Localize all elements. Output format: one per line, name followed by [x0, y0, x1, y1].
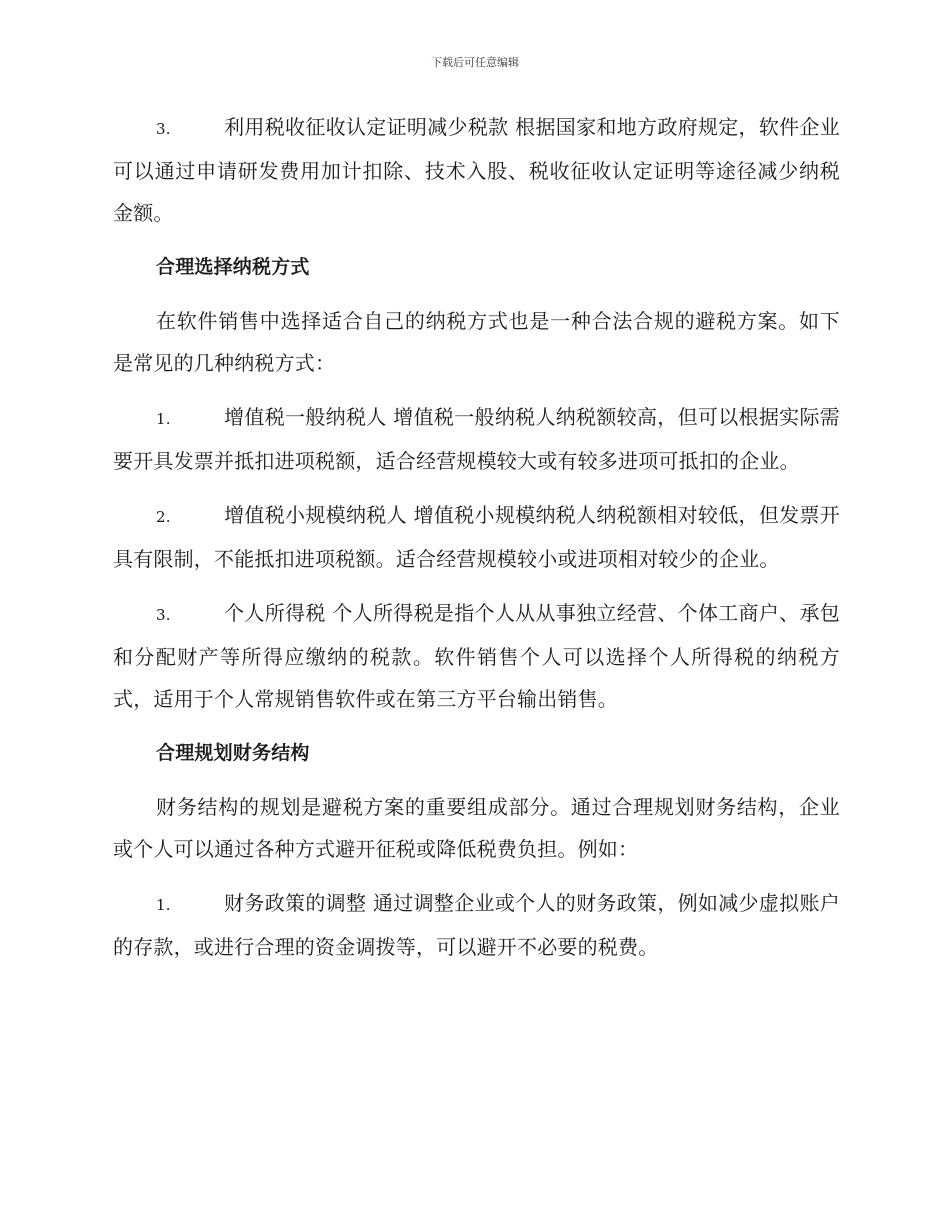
list-item-financial-policy — [113, 882, 840, 968]
list-item-title: 增值税小规模纳税人 — [224, 503, 407, 527]
list-item-small-taxpayer — [113, 494, 840, 580]
list-item-title: 增值税一般纳税人 — [224, 405, 387, 429]
list-item-text: 个人所得税是指个人从从事独立经营、个体工商户、承包和分配财产等所得应缴纳的税款。软件销售个人可以选择个人所得税的纳税方式，适用于个人常规销售软件或在第三方平台输出销售。 — [113, 601, 841, 711]
section-heading-financial-structure: 合理规划财务结构 — [156, 742, 310, 764]
list-item-text: 增值税一般纳税人纳税额较高，但可以根据实际需要开具发票并抵扣进项税额，适合经营规模较大或有较多进项可抵扣的企业。 — [113, 405, 840, 473]
list-number: 3. — [156, 120, 171, 138]
paragraph-financial-structure-intro: 财务结构的规划是避税方案的重要组成部分。通过合理规划财务结构，企业或个人可以通过各种方式避开征税或降低税费负担。例如： — [113, 795, 840, 861]
list-item-text: 增值税小规模纳税人纳税额相对较低，但发票开具有限制，不能抵扣进项税额。适合经营规模较小或进项相对较少的企业。 — [113, 503, 840, 571]
page-header: 下载后可任意编辑 — [431, 56, 519, 69]
list-item-general-taxpayer — [113, 396, 840, 482]
list-item-tax-certificate — [113, 106, 840, 234]
section-heading-tax-method: 合理选择纳税方式 — [156, 256, 310, 278]
list-item-text: 根据国家和地方政府规定，软件企业可以通过申请研发费用加计扣除、技术入股、税收征收认定证明等途径减少纳税金额。 — [113, 115, 840, 225]
list-item-title: 利用税收征收认定证明减少税款 — [224, 115, 509, 139]
list-item-title: 财务政策的调整 — [224, 891, 367, 915]
list-number: 1. — [156, 896, 171, 914]
paragraph-tax-method-intro: 在软件销售中选择适合自己的纳税方式也是一种合法合规的避税方案。如下是常见的几种纳税方式： — [113, 309, 840, 375]
list-item-text: 通过调整企业或个人的财务政策，例如减少虚拟账户的存款，或进行合理的资金调拨等，可以避开不必要的税费。 — [113, 891, 840, 959]
list-number: 1. — [156, 410, 171, 428]
list-number: 3. — [156, 606, 171, 624]
list-number: 2. — [156, 508, 171, 526]
document-body — [113, 106, 840, 980]
list-item-title: 个人所得税 — [224, 601, 326, 625]
list-item-personal-income-tax — [113, 592, 840, 720]
